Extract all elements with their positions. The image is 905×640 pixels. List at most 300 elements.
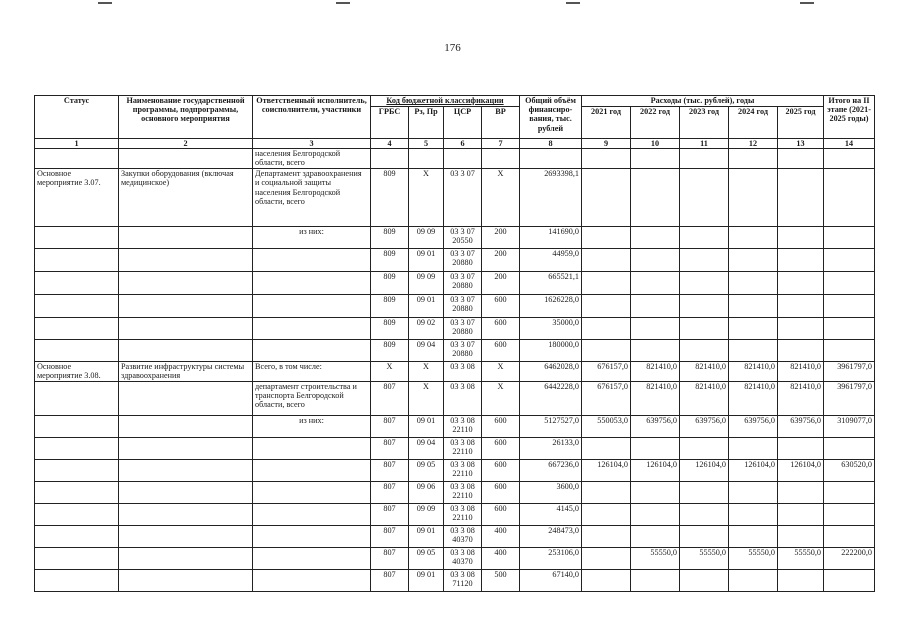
cell-grbs: 807 [371, 459, 409, 481]
table-row [35, 569, 875, 591]
cell-total: 4145,0 [520, 503, 582, 525]
table-row [35, 459, 875, 481]
header-2024: 2024 год [729, 107, 778, 139]
cell-2022 [631, 525, 680, 547]
cell-csr: 03 3 07 20550 [444, 227, 482, 249]
table-row [35, 481, 875, 503]
cell-name [119, 547, 253, 569]
cell-total: 1626228,0 [520, 295, 582, 318]
col-number: 8 [520, 139, 582, 149]
scan-mark [800, 2, 814, 4]
cell-rzpr: 09 01 [409, 249, 444, 272]
header-name: Наименование государственной программы, подпрограммы, основного мероприятия [119, 96, 253, 139]
cell-2023 [680, 149, 729, 169]
cell-total [520, 149, 582, 169]
cell-status [35, 149, 119, 169]
cell-2021 [582, 547, 631, 569]
cell-2021 [582, 149, 631, 169]
cell-responsible [253, 249, 371, 272]
header-vr: ВР [482, 107, 520, 139]
cell-2024 [729, 295, 778, 318]
page-number: 176 [444, 42, 461, 54]
cell-2021 [582, 227, 631, 249]
cell-grbs: 809 [371, 295, 409, 318]
cell-2023: 821410,0 [680, 381, 729, 415]
cell-responsible [253, 525, 371, 547]
cell-name [119, 249, 253, 272]
cell-responsible: из них: [253, 415, 371, 437]
cell-2025 [778, 249, 824, 272]
cell-2021 [582, 318, 631, 340]
cell-vr [482, 149, 520, 169]
cell-csr [444, 149, 482, 169]
table-row [35, 381, 875, 415]
cell-name [119, 149, 253, 169]
cell-2023 [680, 569, 729, 591]
cell-2024: 639756,0 [729, 415, 778, 437]
cell-2025: 821410,0 [778, 381, 824, 415]
cell-2025 [778, 169, 824, 227]
cell-2025: 821410,0 [778, 362, 824, 381]
cell-vr: X [482, 381, 520, 415]
cell-rzpr: 09 06 [409, 481, 444, 503]
cell-2025 [778, 272, 824, 295]
cell-2024 [729, 503, 778, 525]
cell-csr: 03 3 08 40370 [444, 525, 482, 547]
cell-status [35, 569, 119, 591]
cell-2022 [631, 249, 680, 272]
cell-rzpr: 09 01 [409, 569, 444, 591]
cell-rzpr: 09 04 [409, 437, 444, 459]
cell-2021 [582, 569, 631, 591]
cell-grbs: 807 [371, 437, 409, 459]
cell-name [119, 318, 253, 340]
cell-2023 [680, 340, 729, 362]
cell-vr: 600 [482, 437, 520, 459]
budget-table [34, 95, 875, 592]
cell-status [35, 318, 119, 340]
table-row [35, 295, 875, 318]
cell-2021 [582, 272, 631, 295]
cell-responsible [253, 459, 371, 481]
cell-status: Основное мероприятие 3.08. [35, 362, 119, 381]
cell-status [35, 547, 119, 569]
cell-csr: 03 3 07 20880 [444, 249, 482, 272]
cell-grbs: 807 [371, 415, 409, 437]
cell-2022 [631, 569, 680, 591]
cell-status [35, 525, 119, 547]
cell-2024: 55550,0 [729, 547, 778, 569]
scan-mark [566, 2, 580, 4]
table-row [35, 547, 875, 569]
cell-responsible [253, 547, 371, 569]
cell-2025 [778, 227, 824, 249]
cell-itogo: 3109077,0 [824, 415, 875, 437]
cell-rzpr: 09 02 [409, 318, 444, 340]
cell-csr: 03 3 07 20880 [444, 295, 482, 318]
col-number: 14 [824, 139, 875, 149]
cell-2024: 821410,0 [729, 362, 778, 381]
cell-status: Основное мероприятие 3.07. [35, 169, 119, 227]
cell-2022 [631, 318, 680, 340]
cell-itogo [824, 272, 875, 295]
cell-2022 [631, 272, 680, 295]
cell-vr: 600 [482, 340, 520, 362]
cell-responsible: из них: [253, 227, 371, 249]
cell-2025 [778, 525, 824, 547]
cell-itogo [824, 569, 875, 591]
cell-2021 [582, 525, 631, 547]
cell-responsible [253, 481, 371, 503]
header-itogo: Итого на II этапе (2021-2025 годы) [824, 96, 875, 139]
cell-grbs: 807 [371, 569, 409, 591]
cell-responsible: Всего, в том числе: [253, 362, 371, 381]
cell-name [119, 381, 253, 415]
table-row [35, 318, 875, 340]
cell-2023 [680, 272, 729, 295]
cell-vr: 600 [482, 481, 520, 503]
cell-name [119, 437, 253, 459]
cell-csr: 03 3 07 20880 [444, 340, 482, 362]
cell-rzpr: X [409, 169, 444, 227]
cell-status [35, 249, 119, 272]
cell-vr: 600 [482, 459, 520, 481]
cell-2025: 126104,0 [778, 459, 824, 481]
table-row [35, 249, 875, 272]
cell-name [119, 272, 253, 295]
cell-itogo [824, 481, 875, 503]
cell-2023 [680, 481, 729, 503]
cell-total: 180000,0 [520, 340, 582, 362]
cell-rzpr: 09 09 [409, 272, 444, 295]
cell-name: Развитие инфраструктуры системы здравоохранения [119, 362, 253, 381]
cell-2021 [582, 249, 631, 272]
cell-status [35, 272, 119, 295]
cell-2025 [778, 340, 824, 362]
cell-itogo [824, 525, 875, 547]
table-row [35, 362, 875, 381]
cell-2024 [729, 569, 778, 591]
cell-status [35, 481, 119, 503]
cell-csr: 03 3 08 22110 [444, 437, 482, 459]
cell-grbs: 809 [371, 318, 409, 340]
cell-2025 [778, 569, 824, 591]
cell-total: 5127527,0 [520, 415, 582, 437]
cell-grbs: 809 [371, 340, 409, 362]
cell-rzpr: 09 01 [409, 295, 444, 318]
cell-rzpr: X [409, 381, 444, 415]
cell-2023 [680, 318, 729, 340]
header-2025: 2025 год [778, 107, 824, 139]
cell-vr: 200 [482, 249, 520, 272]
cell-vr: 400 [482, 525, 520, 547]
cell-itogo [824, 169, 875, 227]
cell-2023 [680, 503, 729, 525]
header-2022: 2022 год [631, 107, 680, 139]
cell-2024 [729, 340, 778, 362]
cell-2024 [729, 525, 778, 547]
cell-status [35, 381, 119, 415]
cell-grbs: X [371, 362, 409, 381]
cell-itogo [824, 503, 875, 525]
cell-rzpr: X [409, 362, 444, 381]
table-row [35, 149, 875, 169]
cell-csr: 03 3 08 22110 [444, 415, 482, 437]
header-expenses-group: Расходы (тыс. рублей), годы [582, 96, 824, 107]
cell-2024 [729, 272, 778, 295]
table-row [35, 272, 875, 295]
cell-2023 [680, 525, 729, 547]
cell-2025 [778, 437, 824, 459]
cell-responsible [253, 272, 371, 295]
cell-2022: 821410,0 [631, 362, 680, 381]
cell-csr: 03 3 08 40370 [444, 547, 482, 569]
cell-2022 [631, 503, 680, 525]
cell-name [119, 340, 253, 362]
cell-name [119, 481, 253, 503]
cell-name: Закупки оборудования (включая медицинское) [119, 169, 253, 227]
cell-csr: 03 3 08 22110 [444, 481, 482, 503]
cell-status [35, 503, 119, 525]
cell-2022 [631, 169, 680, 227]
cell-name [119, 295, 253, 318]
cell-itogo: 3961797,0 [824, 362, 875, 381]
cell-csr: 03 3 07 20880 [444, 318, 482, 340]
header-csr: ЦСР [444, 107, 482, 139]
table-row [35, 415, 875, 437]
cell-total: 253106,0 [520, 547, 582, 569]
cell-2022: 55550,0 [631, 547, 680, 569]
cell-2022 [631, 437, 680, 459]
cell-2024 [729, 481, 778, 503]
cell-rzpr: 09 09 [409, 503, 444, 525]
cell-total: 6442228,0 [520, 381, 582, 415]
cell-2024 [729, 227, 778, 249]
cell-total: 2693398,1 [520, 169, 582, 227]
cell-2023 [680, 227, 729, 249]
cell-vr: 600 [482, 415, 520, 437]
cell-grbs [371, 149, 409, 169]
header-grbs: ГРБС [371, 107, 409, 139]
cell-vr: X [482, 169, 520, 227]
cell-responsible [253, 318, 371, 340]
cell-2024 [729, 149, 778, 169]
cell-csr: 03 3 08 [444, 362, 482, 381]
cell-name [119, 503, 253, 525]
cell-grbs: 807 [371, 547, 409, 569]
cell-itogo [824, 318, 875, 340]
header-2021: 2021 год [582, 107, 631, 139]
cell-total: 67140,0 [520, 569, 582, 591]
table-row [35, 503, 875, 525]
cell-2025 [778, 481, 824, 503]
cell-csr: 03 3 08 71120 [444, 569, 482, 591]
cell-itogo [824, 149, 875, 169]
cell-2021: 550053,0 [582, 415, 631, 437]
cell-vr: 400 [482, 547, 520, 569]
cell-2022: 639756,0 [631, 415, 680, 437]
cell-responsible [253, 437, 371, 459]
cell-total: 6462028,0 [520, 362, 582, 381]
cell-grbs: 807 [371, 525, 409, 547]
cell-2022 [631, 149, 680, 169]
cell-total: 35000,0 [520, 318, 582, 340]
col-number: 4 [371, 139, 409, 149]
cell-2024: 821410,0 [729, 381, 778, 415]
cell-2023 [680, 437, 729, 459]
table-row [35, 169, 875, 227]
cell-vr: 200 [482, 227, 520, 249]
col-number: 3 [253, 139, 371, 149]
col-number: 1 [35, 139, 119, 149]
cell-2022 [631, 340, 680, 362]
cell-rzpr: 09 05 [409, 547, 444, 569]
cell-2021 [582, 481, 631, 503]
scan-mark [336, 2, 350, 4]
cell-rzpr: 09 01 [409, 415, 444, 437]
cell-2025 [778, 149, 824, 169]
cell-total: 44959,0 [520, 249, 582, 272]
cell-itogo [824, 295, 875, 318]
cell-2024 [729, 437, 778, 459]
cell-responsible [253, 503, 371, 525]
cell-responsible: департамент строительства и транспорта Белгородской области, всего [253, 381, 371, 415]
cell-2024: 126104,0 [729, 459, 778, 481]
cell-csr: 03 3 08 [444, 381, 482, 415]
cell-2021: 676157,0 [582, 381, 631, 415]
cell-rzpr: 09 04 [409, 340, 444, 362]
cell-status [35, 437, 119, 459]
cell-csr: 03 3 07 20880 [444, 272, 482, 295]
cell-vr: 500 [482, 569, 520, 591]
cell-vr: 600 [482, 318, 520, 340]
cell-2024 [729, 318, 778, 340]
header-status: Статус [35, 96, 119, 139]
cell-total: 665521,1 [520, 272, 582, 295]
cell-itogo: 3961797,0 [824, 381, 875, 415]
cell-grbs: 807 [371, 481, 409, 503]
cell-status [35, 459, 119, 481]
cell-2025 [778, 295, 824, 318]
cell-2025 [778, 318, 824, 340]
cell-2022 [631, 481, 680, 503]
cell-responsible: населения Белгородской области, всего [253, 149, 371, 169]
table-body [35, 149, 875, 591]
cell-2021 [582, 340, 631, 362]
cell-vr: X [482, 362, 520, 381]
cell-rzpr [409, 149, 444, 169]
cell-responsible: Департамент здравоохранения и социальной защиты населения Белгородской области, всего [253, 169, 371, 227]
cell-status [35, 415, 119, 437]
cell-total: 26133,0 [520, 437, 582, 459]
cell-2021 [582, 295, 631, 318]
col-number: 6 [444, 139, 482, 149]
header-total: Общий объём финансиро-вания, тыс. рублей [520, 96, 582, 139]
header-code-group: Код бюджетной классификации [371, 96, 520, 107]
scan-mark [98, 2, 112, 4]
table-row [35, 437, 875, 459]
cell-2025 [778, 503, 824, 525]
col-number: 5 [409, 139, 444, 149]
cell-2025: 55550,0 [778, 547, 824, 569]
cell-2023: 55550,0 [680, 547, 729, 569]
cell-total: 3600,0 [520, 481, 582, 503]
cell-2023 [680, 295, 729, 318]
table-row [35, 227, 875, 249]
cell-2021 [582, 437, 631, 459]
cell-2023 [680, 249, 729, 272]
cell-2024 [729, 169, 778, 227]
cell-responsible [253, 569, 371, 591]
cell-grbs: 807 [371, 381, 409, 415]
cell-grbs: 809 [371, 272, 409, 295]
header-2023: 2023 год [680, 107, 729, 139]
cell-itogo: 630520,0 [824, 459, 875, 481]
cell-rzpr: 09 01 [409, 525, 444, 547]
cell-rzpr: 09 05 [409, 459, 444, 481]
cell-grbs: 807 [371, 503, 409, 525]
cell-name [119, 525, 253, 547]
col-number: 2 [119, 139, 253, 149]
cell-2021 [582, 503, 631, 525]
cell-name [119, 227, 253, 249]
cell-2025: 639756,0 [778, 415, 824, 437]
cell-csr: 03 3 08 22110 [444, 459, 482, 481]
cell-itogo [824, 340, 875, 362]
cell-2022: 821410,0 [631, 381, 680, 415]
cell-2024 [729, 249, 778, 272]
table-row [35, 525, 875, 547]
col-number: 7 [482, 139, 520, 149]
cell-2023: 821410,0 [680, 362, 729, 381]
cell-2022 [631, 295, 680, 318]
header-responsible: Ответственный исполнитель, соисполнители, участники [253, 96, 371, 139]
cell-2023: 126104,0 [680, 459, 729, 481]
cell-itogo: 222200,0 [824, 547, 875, 569]
cell-itogo [824, 437, 875, 459]
cell-name [119, 459, 253, 481]
cell-2022 [631, 227, 680, 249]
cell-2021: 676157,0 [582, 362, 631, 381]
cell-csr: 03 3 08 22110 [444, 503, 482, 525]
cell-itogo [824, 249, 875, 272]
cell-responsible [253, 340, 371, 362]
cell-total: 141690,0 [520, 227, 582, 249]
cell-csr: 03 3 07 [444, 169, 482, 227]
cell-name [119, 415, 253, 437]
cell-grbs: 809 [371, 169, 409, 227]
cell-grbs: 809 [371, 249, 409, 272]
cell-name [119, 569, 253, 591]
cell-2021: 126104,0 [582, 459, 631, 481]
cell-2023: 639756,0 [680, 415, 729, 437]
cell-vr: 200 [482, 272, 520, 295]
cell-status [35, 295, 119, 318]
cell-responsible [253, 295, 371, 318]
cell-status [35, 227, 119, 249]
table-row [35, 340, 875, 362]
cell-total: 248473,0 [520, 525, 582, 547]
col-number: 11 [680, 139, 729, 149]
cell-vr: 600 [482, 503, 520, 525]
cell-grbs: 809 [371, 227, 409, 249]
col-number: 12 [729, 139, 778, 149]
cell-itogo [824, 227, 875, 249]
col-number: 13 [778, 139, 824, 149]
cell-rzpr: 09 09 [409, 227, 444, 249]
cell-vr: 600 [482, 295, 520, 318]
cell-2022: 126104,0 [631, 459, 680, 481]
